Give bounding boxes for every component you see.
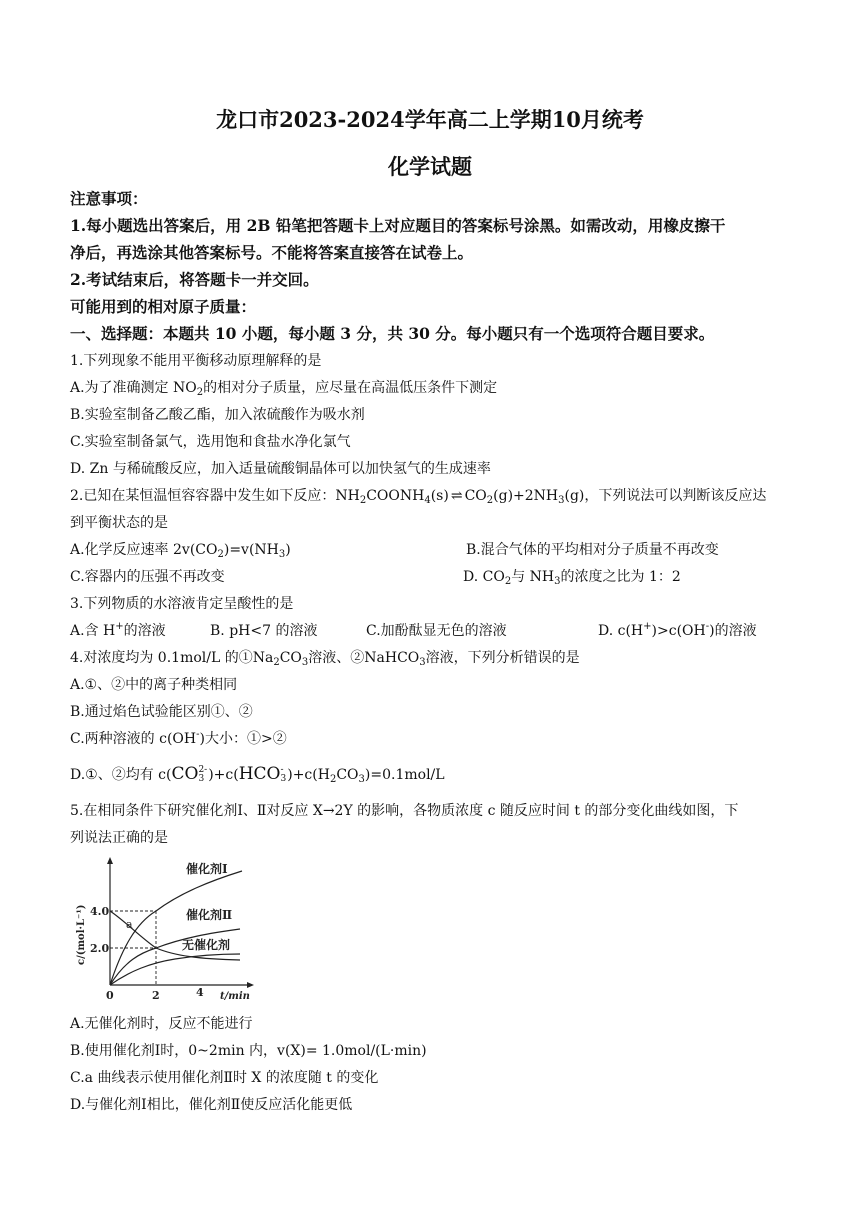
q5-option-d: D.与催化剂Ⅰ相比，催化剂Ⅱ使反应活化能更低 [70, 1097, 353, 1113]
q4-option-c: C.两种溶液的 c(OH-)大小：①>② [70, 729, 287, 747]
y-axis-label: c/(mol·L⁻¹) [76, 904, 87, 965]
q1-option-c: C.实验室制备氯气，选用饱和食盐水净化氯气 [70, 434, 351, 450]
concentration-time-graph [70, 853, 260, 1005]
exam-title: 龙口市2023-2024学年高二上学期10月统考 [216, 107, 644, 132]
q1-option-d: D. Zn 与稀硫酸反应，加入适量硫酸铜晶体可以加快氢气的生成速率 [70, 461, 491, 477]
x-tick-4: 4 [196, 986, 204, 999]
equilibrium-arrow: ⇌ [450, 488, 463, 504]
q1-stem: 1.下列现象不能用平衡移动原理解释的是 [70, 353, 322, 369]
q4-option-b: B.通过焰色试验能区别①、② [70, 704, 253, 720]
q4-option-d: D.①、②均有 c(CO 2- 3 )+c(HCO - 3 )$+c(H_2CO_3)=0.1mol/L$ [70, 764, 445, 785]
q5-option-b: B.使用催化剂Ⅰ时，0~2min 内，v(X)= 1.0mol/(L·min) [70, 1043, 427, 1059]
label-catalyst-1: 催化剂Ⅰ [186, 862, 228, 876]
note-2: 2.考试结束后，将答题卡一并交回。 [70, 270, 319, 289]
q1-option-a: A.为了准确测定 $NO_2$的相对分子质量，应尽量在高温低压条件下测定 [70, 380, 498, 398]
y-tick-2: 2.0 [90, 942, 110, 955]
q5-option-a: A.无催化剂时，反应不能进行 [70, 1016, 253, 1032]
label-a: a [126, 918, 133, 931]
x-axis-label: t/min [220, 991, 250, 1002]
x-tick-2: 2 [152, 989, 160, 1002]
q5-stem-line-2: 列说法正确的是 [70, 830, 168, 846]
x-axis-arrow [247, 982, 254, 988]
q2-option-c: C.容器内的压强不再改变 [70, 569, 225, 585]
q1-option-b: B.实验室制备乙酸乙酯，加入浓硫酸作为吸水剂 [70, 407, 365, 423]
q3-stem: 3.下列物质的水溶液肯定呈酸性的是 [70, 596, 294, 612]
section-1-heading: 一、选择题：本题共 10 小题，每小题 3 分，共 30 分。每小题只有一个选项符合题目要求。 [70, 324, 715, 343]
notes-heading: 注意事项： [70, 189, 148, 208]
q2-option-d: D. $CO_2$与 $NH_3$的浓度之比为 1：2 [463, 569, 681, 587]
q3-option-c: C.加酚酞显无色的溶液 [366, 623, 507, 639]
q3-option-b: B. pH<7 的溶液 [210, 623, 318, 639]
label-no-catalyst: 无催化剂 [182, 938, 231, 952]
y-axis-arrow [107, 857, 113, 864]
q5-option-c: C.a 曲线表示使用催化剂Ⅱ时 X 的浓度随 t 的变化 [70, 1070, 379, 1086]
q4-stem: 4.对浓度均为 0.1mol/L 的$①Na_2CO_3$溶液、②NaHCO$_3$溶液，下列分析错误的是 [70, 650, 580, 668]
q2-option-b: B.混合气体的平均相对分子质量不再改变 [466, 542, 719, 558]
q4-option-a: A.①、②中的离子种类相同 [70, 677, 238, 693]
label-catalyst-2: 催化剂Ⅱ [186, 908, 233, 922]
atomic-mass-note: 可能用到的相对原子质量： [70, 297, 257, 316]
note-1-line-1: 1.每小题选出答案后，用 2B 铅笔把答题卡上对应题目的答案标号涂黑。如需改动，用橡皮擦干 [70, 216, 726, 235]
note-1-line-2: 净后，再选涂其他答案标号。不能将答案直接答在试卷上。 [70, 243, 474, 262]
q2-option-a: A.化学反应速率 $2v(CO_2)=v(NH_3)$ [70, 542, 291, 560]
curve-no-catalyst [110, 954, 240, 985]
q2-stem-line-2: 到平衡状态的是 [70, 515, 168, 531]
q2-stem: 2.已知在某恒温恒容容器中发生如下反应：$NH_2COONH_4(s)$ ⇌ $CO_2(g)+2NH_3(g)$，下列说法可以判断该反应达 [70, 488, 767, 506]
q3-option-a: A.含 H+的溶液 [70, 621, 166, 639]
q3-option-d: D. c(H+)>c(OH-)的溶液 [598, 621, 757, 639]
exam-subtitle: 化学试题 [388, 154, 472, 179]
y-tick-4: 4.0 [90, 905, 110, 918]
x-tick-0: 0 [106, 989, 114, 1002]
q5-stem: 5.在相同条件下研究催化剂Ⅰ、Ⅱ对反应 X→2Y 的影响，各物质浓度 c 随反应时间 t 的部分变化曲线如图，下 [70, 803, 739, 819]
